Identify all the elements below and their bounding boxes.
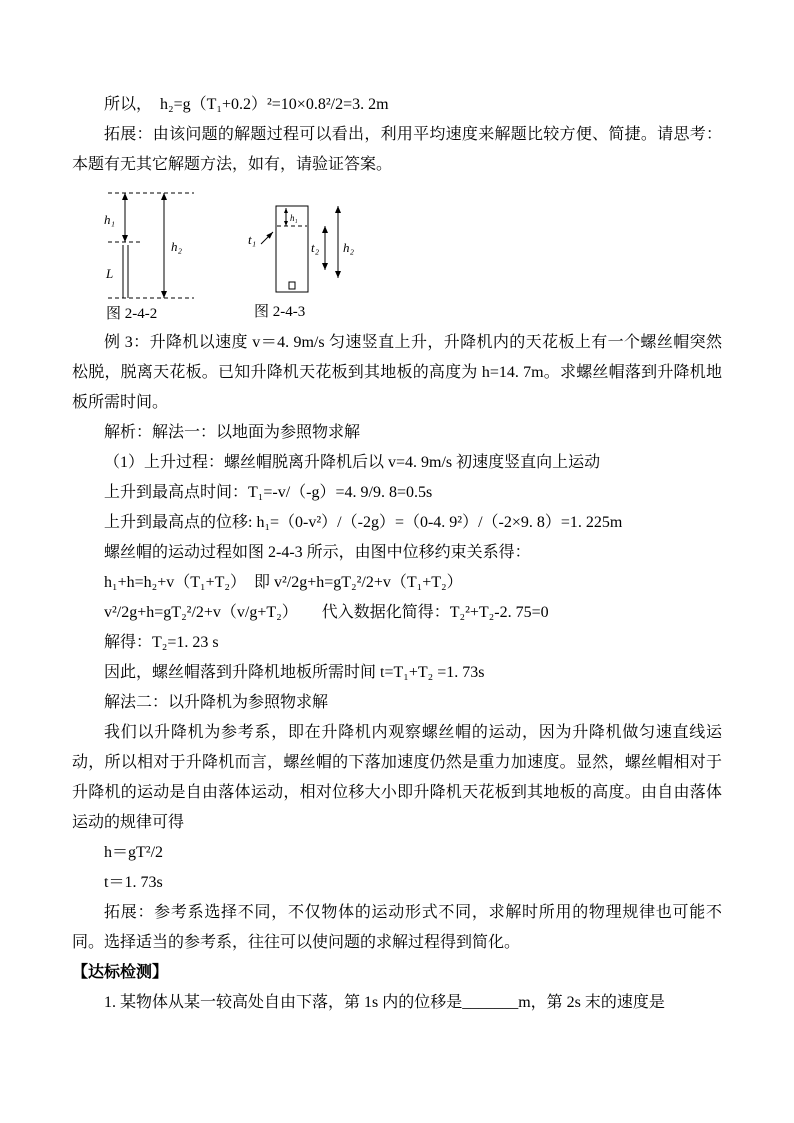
formula-h2-result: 所以， h₂=g（T₁+0.2）²=10×0.8²/2=3. 2m [104, 96, 389, 113]
h2-arrow [161, 193, 167, 298]
displacement-constraint-formula: h₁+h=h₂+v（T₁+T₂） 即 v²/2g+h=gT₂²/2+v（T₁+T₂） [104, 574, 463, 591]
figures-row [98, 188, 722, 324]
t1-pointer [261, 232, 273, 244]
solution-2-heading: 解法二：以升降机为参照物求解 [104, 694, 329, 711]
rise-displacement-formula: 上升到最高点的位移: h₁=（0-v²）/（-2g）=（0-4. 9²）/（-2×9. 8）=1. 225m [104, 514, 623, 531]
h2-arrow [335, 206, 341, 278]
figure-2-4-3-drawing [246, 204, 358, 302]
h2-label: h₂ [171, 239, 183, 254]
figure-2-4-3-caption: 图 2-4-3 [254, 304, 306, 320]
figure-2-4-2-caption: 图 2-4-2 [106, 306, 158, 322]
t2-arrow [322, 226, 328, 270]
example-3-problem: 例 3：升降机以速度 v＝4. 9m/s 匀速竖直上升，升降机内的天花板上有一个螺丝帽突然松脱，脱离天花板。已知升降机天花板到其地板的高度为 h=14. 7m。求螺丝帽落到升降机地板所需时间。 [72, 334, 722, 411]
L-label: L [106, 266, 114, 281]
figure-2-4-2-drawing [98, 188, 198, 304]
h2-label: h₂ [343, 240, 355, 255]
free-fall-formula: h＝gT²/2 [104, 844, 164, 861]
h1-label: h₁ [104, 212, 116, 227]
substituted-equation: v²/2g+h=gT₂²/2+v（v/g+T₂） 代入数据化简得：T₂²+T₂-2. 75=0 [104, 604, 549, 621]
inner-h1-label: h₁ [290, 213, 298, 223]
h1-arrow [122, 193, 128, 242]
t2-label: t₂ [311, 240, 320, 255]
rise-process-line: （1）上升过程：螺丝帽脱离升降机后以 v=4. 9m/s 初速度竖直向上运动 [104, 454, 601, 471]
motion-process-line: 螺丝帽的运动过程如图 2-4-3 所示，由图中位移约束关系得： [104, 544, 531, 561]
inner-h1-arrow [284, 208, 288, 226]
rise-time-formula: 上升到最高点时间：T₁=-v/（-g）=4. 9/9. 8=0.5s [104, 484, 433, 501]
figure-2-4-3 [246, 204, 358, 322]
total-time-result: 因此，螺丝帽落到升降机地板所需时间 t=T₁+T₂ =1. 73s [104, 664, 485, 681]
expansion-note-2: 拓展：参考系选择不同，不仅物体的运动形式不同，求解时所用的物理规律也可能不同。选择适当的参考系，往往可以使问题的求解过程得到简化。 [72, 904, 722, 951]
nut-symbol [289, 282, 295, 289]
t2-solution: 解得：T₂=1. 23 s [104, 634, 219, 651]
rod-L [123, 245, 128, 298]
question-1: 1. 某物体从某一较高处自由下落，第 1s 内的位移是_______m，第 2s 末的速度是 [104, 994, 665, 1011]
expansion-note-1: 拓展：由该问题的解题过程可以看出，利用平均速度来解题比较方便、简捷。请思考：本题有无其它解题方法，如有，请验证答案。 [72, 126, 722, 173]
figure-2-4-2 [98, 188, 198, 324]
t-result: t＝1. 73s [104, 874, 163, 891]
section-heading-assessment: 【达标检测】 [72, 964, 169, 981]
solution-1-heading: 解析：解法一：以地面为参照物求解 [104, 424, 361, 441]
solution-2-explanation: 我们以升降机为参考系，即在升降机内观察螺丝帽的运动，因为升降机做匀速直线运动，所以相对于升降机而言，螺丝帽的下落加速度仍然是重力加速度。显然，螺丝帽相对于升降机的运动是自由落体运动，相对位移大小即升降机天花板到其地板的高度。由自由落体运动的规律可得 [72, 724, 722, 831]
t1-label: t₁ [248, 232, 257, 247]
